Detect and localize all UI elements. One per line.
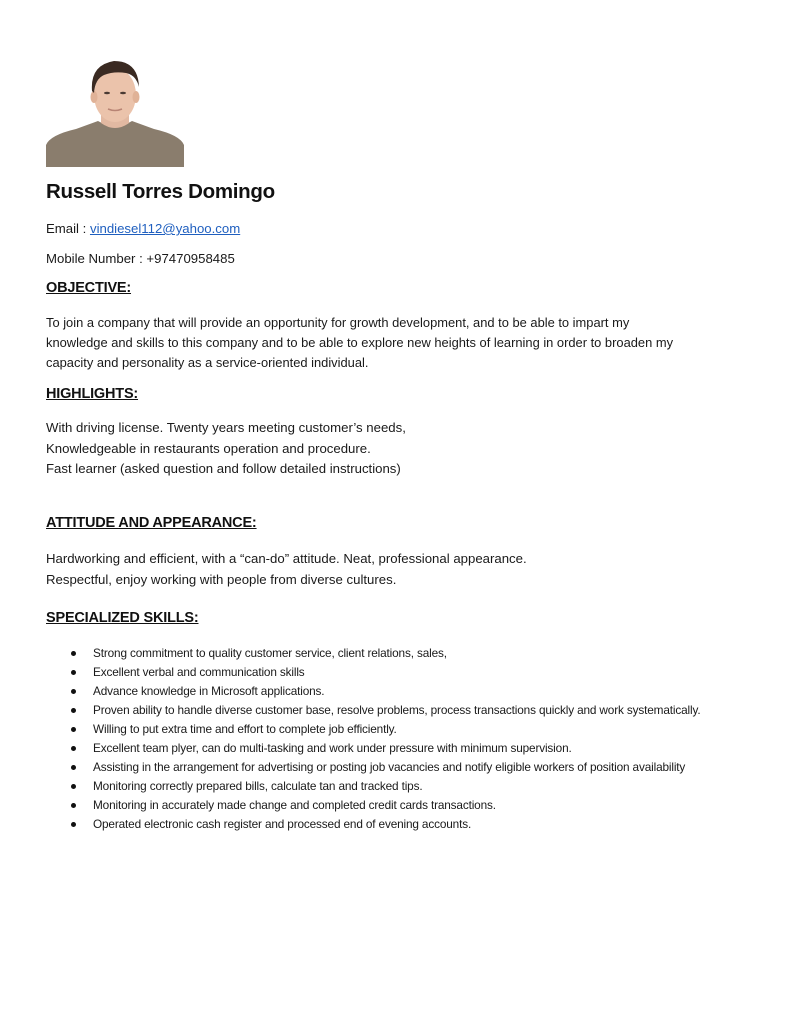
email-line: [46, 221, 240, 236]
objective-line: knowledge and skills to this company and to be able to explore new heights of learning in order to broaden my: [46, 335, 674, 350]
skill-text: Operated electronic cash register and processed end of evening accounts.: [93, 817, 472, 831]
skill-item: [46, 701, 746, 720]
skill-text: Willing to put extra time and effort to complete job efficiently.: [93, 722, 397, 736]
highlight-line: Knowledgeable in restaurants operation and procedure.: [46, 440, 371, 456]
skill-text: Monitoring correctly prepared bills, calculate tan and tracked tips.: [93, 779, 423, 793]
attitude-line: Respectful, enjoy working with people from diverse cultures.: [46, 572, 397, 587]
skill-text: Strong commitment to quality customer service, client relations, sales,: [93, 646, 447, 660]
highlight-line: Fast learner (asked question and follow detailed instructions): [46, 461, 401, 476]
skill-text: Monitoring in accurately made change and completed credit cards transactions.: [93, 798, 496, 812]
highlight-line: With driving license. Twenty years meeting customer’s needs,: [46, 420, 406, 435]
skill-item: [46, 777, 746, 796]
skill-item: [46, 682, 746, 701]
skill-item: [46, 796, 746, 815]
bullet-icon: [71, 746, 76, 751]
highlights-text: [46, 418, 756, 480]
objective-line: To join a company that will provide an opportunity for growth development, and to be able to impart my: [46, 315, 630, 330]
objective-heading: OBJECTIVE:: [46, 280, 132, 296]
highlights-heading: HIGHLIGHTS:: [46, 386, 139, 402]
skill-item: [46, 758, 746, 777]
bullet-icon: [71, 822, 76, 827]
mobile-line: [46, 251, 235, 266]
skill-text: Advance knowledge in Microsoft applications.: [93, 684, 325, 698]
person-photo-icon: [46, 57, 184, 167]
bullet-icon: [71, 689, 76, 694]
bullet-icon: [71, 803, 76, 808]
skill-item: [46, 644, 746, 663]
attitude-heading: ATTITUDE AND APPEARANCE:: [46, 515, 257, 531]
skill-text: Excellent team plyer, can do multi-tasking and work under pressure with minimum supervision.: [93, 741, 572, 755]
mobile-label: Mobile Number :: [46, 251, 147, 266]
candidate-name: Russell Torres Domingo: [46, 180, 275, 203]
bullet-icon: [71, 784, 76, 789]
profile-photo: [46, 57, 184, 167]
bullet-icon: [71, 765, 76, 770]
mobile-number: +97470958485: [146, 251, 235, 266]
skill-item: [46, 815, 746, 834]
objective-text: [46, 313, 756, 373]
skills-list: [46, 644, 746, 834]
skill-item: [46, 720, 746, 739]
skill-text: Assisting in the arrangement for advertising or posting job vacancies and notify eligible workers of position availability: [93, 760, 686, 774]
skill-text: Excellent verbal and communication skills: [93, 665, 305, 679]
attitude-text: [46, 548, 756, 590]
skill-text: Proven ability to handle diverse customer base, resolve problems, process transactions quickly and work systematically.: [93, 703, 701, 717]
skill-item: [46, 663, 746, 682]
email-link[interactable]: vindiesel112@yahoo.com: [89, 221, 241, 236]
bullet-icon: [71, 708, 76, 713]
attitude-line: Hardworking and efficient, with a “can-do” attitude. Neat, professional appearance.: [46, 551, 527, 566]
skill-item: [46, 739, 746, 758]
bullet-icon: [71, 651, 76, 656]
objective-line: capacity and personality as a service-oriented individual.: [46, 355, 369, 370]
bullet-icon: [71, 670, 76, 675]
email-label: Email :: [46, 221, 90, 236]
skills-heading: SPECIALIZED SKILLS:: [46, 610, 199, 626]
bullet-icon: [71, 727, 76, 732]
